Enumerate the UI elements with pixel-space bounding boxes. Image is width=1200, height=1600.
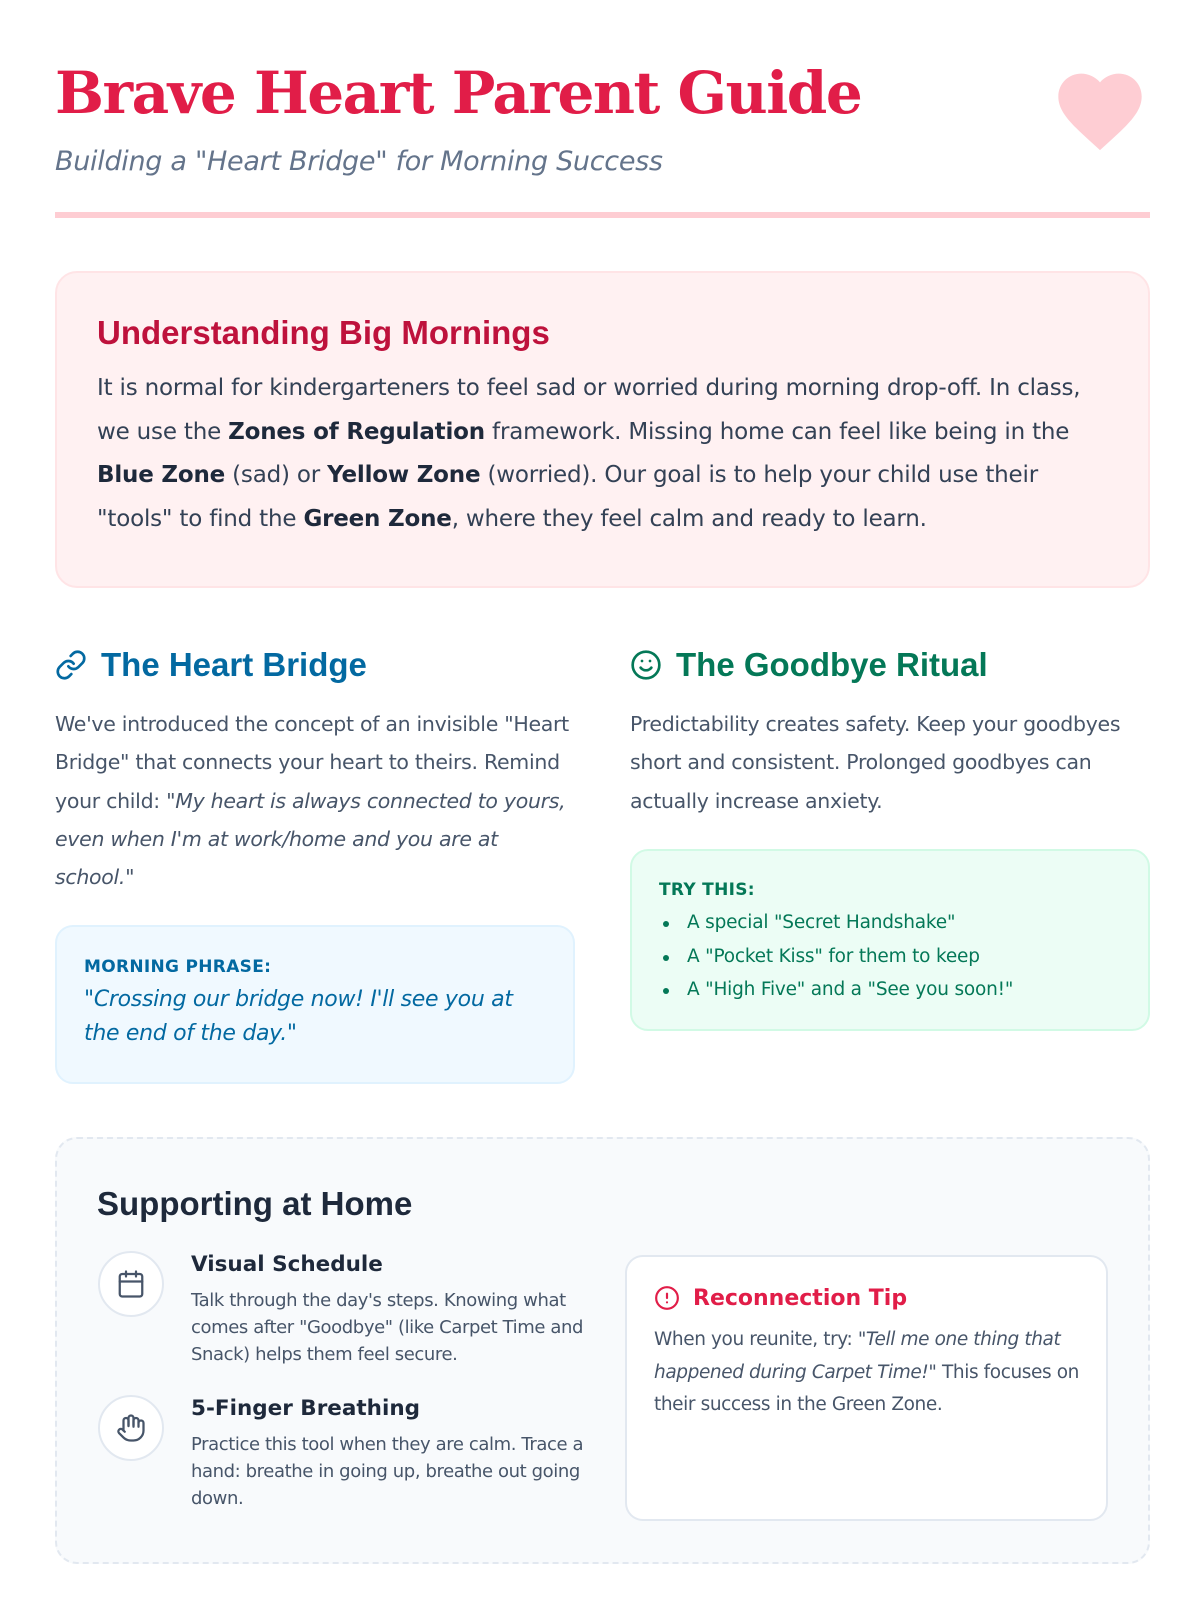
- morning-phrase-label: MORNING PHRASE:: [84, 957, 272, 977]
- tip-text: Practice this tool when they are calm. Trace a hand: breathe in going up, breathe out going down.: [191, 1434, 584, 1509]
- heart-bridge-section: [55, 640, 575, 896]
- page-title: Brave Heart Parent Guide: [55, 59, 862, 127]
- goodbye-ritual-text: Predictability creates safety. Keep your goodbyes short and consistent. Prolonged goodbyes can actually increase anxiety.: [630, 712, 1121, 813]
- reconnection-tip-card: [625, 1255, 1108, 1521]
- supporting-home-heading: Supporting at Home: [97, 1185, 413, 1222]
- list-item: A "Pocket Kiss" for them to keep: [659, 940, 1121, 974]
- goodbye-ritual-heading: The Goodbye Ritual: [676, 646, 988, 683]
- goodbye-ritual-section: [630, 640, 1150, 820]
- link-icon: [55, 649, 87, 681]
- reconnection-tip-text: When you reunite, try: "Tell me one thing that happened during Carpet Time!" This focuses on their success in the Green Zone.: [654, 1329, 1079, 1415]
- try-this-label: TRY THIS:: [659, 880, 755, 900]
- morning-phrase-text: "Crossing our bridge now! I'll see you at the end of the day.": [84, 987, 513, 1046]
- tip-title: 5-Finger Breathing: [191, 1396, 421, 1421]
- page-subtitle: Building a "Heart Bridge" for Morning Success: [55, 146, 663, 177]
- intro-text: It is normal for kindergarteners to feel sad or worried during morning drop-off. In class, we use the Zones of Regulation framework. Missing home can feel like being in the Blue Zone (sad) or Yellow Zone (worried). Our goal is to help your child use their "tools" to find the Green Zone, where they feel calm and ready to learn.: [97, 375, 1081, 532]
- try-this-list: [659, 906, 1121, 1007]
- hand-icon: [116, 1413, 146, 1443]
- intro-heading: Understanding Big Mornings: [97, 314, 550, 351]
- list-item: A "High Five" and a "See you soon!": [659, 973, 1121, 1007]
- tip-visual-schedule: [98, 1251, 588, 1368]
- morning-phrase-box: [55, 925, 575, 1084]
- alert-circle-icon: [654, 1285, 680, 1311]
- list-item: A special "Secret Handshake": [659, 906, 1121, 940]
- reconnection-tip-title: Reconnection Tip: [693, 1285, 908, 1311]
- calendar-icon: [116, 1269, 146, 1299]
- intro-card: [55, 271, 1150, 588]
- page-header: [55, 55, 1150, 218]
- tip-finger-breathing: [98, 1395, 588, 1512]
- tip-title: Visual Schedule: [191, 1252, 383, 1277]
- heart-bridge-text: We've introduced the concept of an invisible "Heart Bridge" that connects your heart to theirs. Remind your child: "My heart is always connected to yours, even when I'm at work/home and you are at school.": [55, 712, 569, 890]
- try-this-box: [630, 849, 1150, 1031]
- tip-text: Talk through the day's steps. Knowing what comes after "Goodbye" (like Carpet Time and Snack) helps them feel secure.: [191, 1290, 584, 1365]
- heart-icon: [1050, 61, 1150, 153]
- heart-bridge-heading: The Heart Bridge: [101, 646, 367, 683]
- supporting-home-section: [55, 1137, 1150, 1564]
- smile-icon: [630, 649, 662, 681]
